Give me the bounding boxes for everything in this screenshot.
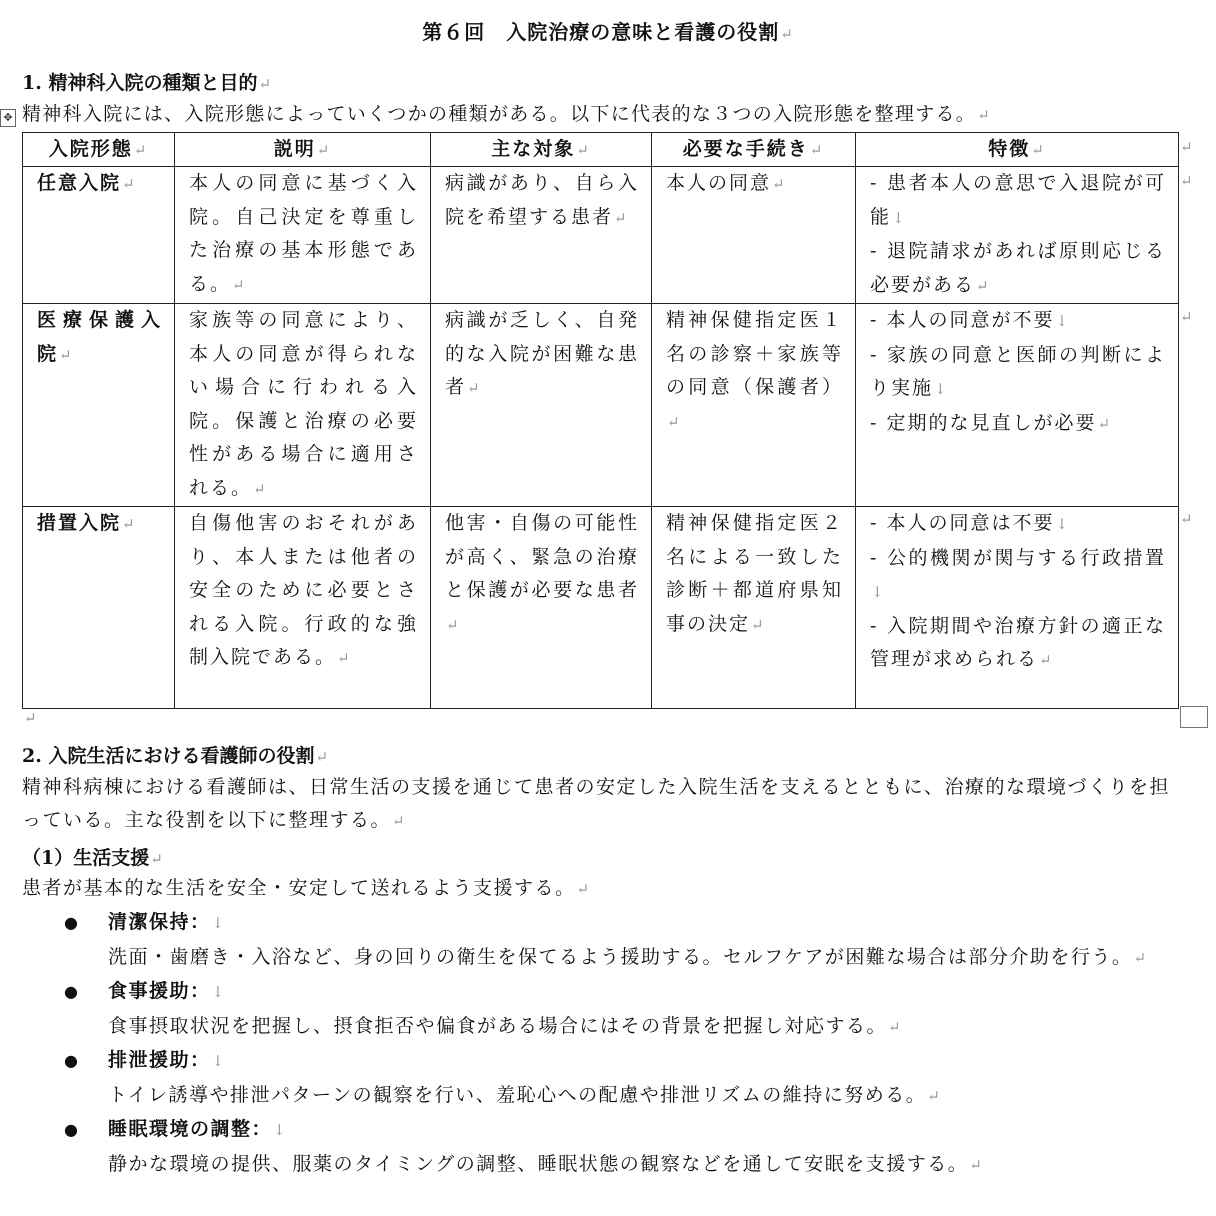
admission-type-cell: 任意入院↵	[23, 167, 175, 304]
page-title: 第６回 入院治療の意味と看護の役割↵	[422, 20, 794, 44]
table-header-cell: 主な対象↵	[431, 133, 652, 167]
section-1-heading: 1. 精神科入院の種類と目的↵	[22, 72, 272, 94]
target-cell: 他害・自傷の可能性が高く、緊急の治療と保護が必要な患者↵	[431, 507, 652, 709]
features-cell: - 本人の同意が不要↓ - 家族の同意と医師の判断により実施↓ - 定期的な見直しが必要↵	[856, 304, 1179, 507]
bullet-icon: ●	[64, 913, 80, 932]
table-header-cell: 特徴↵	[856, 133, 1179, 167]
sub-intro: 患者が基本的な生活を安全・安定して送れるよう支援する。↵	[22, 877, 591, 899]
list-item: ● 睡眠環境の調整：↓ 静かな環境の提供、服薬のタイミングの調整、睡眠状態の観察などを通して安眠を支援する。↵	[60, 1113, 1190, 1182]
description-cell: 本人の同意に基づく入院。自己決定を尊重した治療の基本形態である。↵	[175, 167, 431, 304]
target-cell: 病識があり、自ら入院を希望する患者↵	[431, 167, 652, 304]
table-move-handle-icon[interactable]: ✥	[0, 109, 16, 127]
table-header-row	[23, 133, 1179, 167]
admission-type-cell: 医療保護入院↵	[23, 304, 175, 507]
section-2-heading: 2. 入院生活における看護師の役割↵	[22, 745, 329, 767]
list-item: ● 排泄援助：↓ トイレ誘導や排泄パターンの観察を行い、羞恥心への配慮や排泄リズムの維持に努める。↵	[60, 1044, 1190, 1113]
empty-paragraph-mark: ↵	[24, 709, 37, 727]
section-2-intro: 精神科病棟における看護師は、日常生活の支援を通じて患者の安定した入院生活を支えるとともに、治療的な環境づくりを担っている。主な役割を以下に整理する。↵	[22, 776, 1171, 831]
table-header-cell: 入院形態↵	[23, 133, 175, 167]
list-item: ● 食事援助：↓ 食事摂取状況を把握し、摂食拒否や偏食がある場合にはその背景を把握し対応する。↵	[60, 975, 1190, 1044]
row-end-mark: ↵	[1180, 172, 1193, 190]
row-end-mark: ↵	[1180, 510, 1193, 528]
table-row	[23, 507, 1179, 709]
description-cell: 自傷他害のおそれがあり、本人または他者の安全のために必要とされる入院。行政的な強制入院である。↵	[175, 507, 431, 709]
target-cell: 病識が乏しく、自発的な入院が困難な患者↵	[431, 304, 652, 507]
table-row	[23, 167, 1179, 304]
list-item: ● 清潔保持：↓ 洗面・歯磨き・入浴など、身の回りの衛生を保てるよう援助する。セルフケアが困難な場合は部分介助を行う。↵	[60, 906, 1190, 975]
features-cell: - 本人の同意は不要↓ - 公的機関が関与する行政措置↓ - 入院期間や治療方針の適正な管理が求められる↵	[856, 507, 1179, 709]
procedure-cell: 精神保健指定医２名による一致した診断＋都道府県知事の決定↵	[652, 507, 856, 709]
table-header-cell: 説明↵	[175, 133, 431, 167]
admission-types-table	[22, 132, 1179, 709]
life-support-list	[60, 906, 1190, 1182]
features-cell: - 患者本人の意思で入退院が可能↓ - 退院請求があれば原則応じる必要がある↵	[856, 167, 1179, 304]
bullet-icon: ●	[64, 1051, 80, 1070]
sub-heading: （1）生活支援↵	[22, 847, 163, 869]
bullet-icon: ●	[64, 1120, 80, 1139]
row-end-mark: ↵	[1180, 308, 1193, 326]
bullet-icon: ●	[64, 982, 80, 1001]
section-1-intro: 精神科入院には、入院形態によっていくつかの種類がある。以下に代表的な３つの入院形態を整理する。↵	[22, 103, 991, 125]
table-resize-handle[interactable]	[1180, 706, 1208, 728]
admission-type-cell: 措置入院↵	[23, 507, 175, 709]
table-header-cell: 必要な手続き↵	[652, 133, 856, 167]
procedure-cell: 精神保健指定医１名の診察＋家族等の同意（保護者）↵	[652, 304, 856, 507]
table-row	[23, 304, 1179, 507]
description-cell: 家族等の同意により、本人の同意が得られない場合に行われる入院。保護と治療の必要性がある場合に適用される。↵	[175, 304, 431, 507]
procedure-cell: 本人の同意↵	[652, 167, 856, 304]
row-end-mark: ↵	[1180, 138, 1193, 156]
